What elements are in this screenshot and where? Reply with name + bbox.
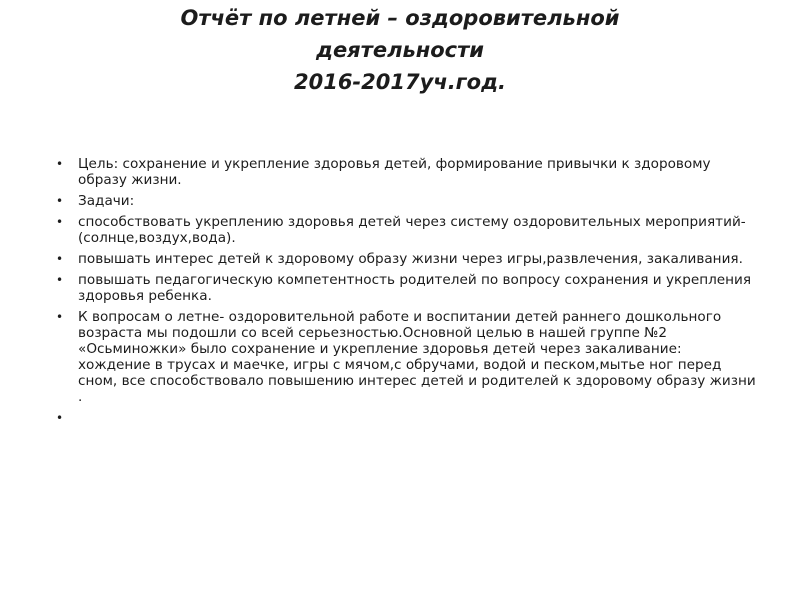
- content-bullet-list: [56, 156, 756, 431]
- bullet-icon: •: [56, 215, 64, 229]
- list-item-text: повышать педагогическую компетентность родителей по вопросу сохранения и укрепления здоровья ребенка.: [78, 272, 752, 304]
- list-item-text: Задачи:: [78, 193, 135, 209]
- list-item-summary: [56, 309, 756, 405]
- bullet-icon: •: [56, 157, 64, 171]
- list-item-goal: [56, 156, 756, 188]
- slide-title: [0, 2, 800, 98]
- title-line-2: деятельности: [315, 38, 485, 62]
- bullet-icon: •: [56, 273, 64, 287]
- list-item-tasks-heading: [56, 193, 756, 209]
- list-item-text: Цель: сохранение и укрепление здоровья детей, формирование привычки к здоровому образу жизни.: [78, 156, 711, 188]
- list-item-task-3: [56, 272, 756, 304]
- bullet-icon: •: [56, 252, 64, 266]
- list-item-text: повышать интерес детей к здоровому образу жизни через игры,развлечения, закаливания.: [78, 251, 743, 267]
- list-item-text: К вопросам о летне- оздоровительной работе и воспитании детей раннего дошкольного возраста мы подошли со всей серьезностью.Основной целью в нашей группе №2 «Осьминожки» было сохранение и укрепление здоровья детей через закаливание: хождение в трусах и маечке, игры с мячом,с обручами, водой и песком,мытье ног перед сном, все способствовало повышению интерес детей и родителей к здоровому образу жизни .: [78, 309, 756, 405]
- bullet-icon: •: [56, 194, 64, 208]
- list-item-text: способствовать укреплению здоровья детей через систему оздоровительных мероприятий-(солнце,воздух,вода).: [78, 214, 746, 246]
- bullet-icon: •: [56, 310, 64, 324]
- title-line-3: 2016-2017уч.год.: [293, 70, 507, 94]
- list-item-task-1: [56, 214, 756, 246]
- title-line-1: Отчёт по летней – оздоровительной: [180, 6, 620, 30]
- list-item-empty: [56, 410, 756, 426]
- list-item-task-2: [56, 251, 756, 267]
- bullet-icon: •: [56, 411, 64, 425]
- list-item-text: [78, 410, 756, 426]
